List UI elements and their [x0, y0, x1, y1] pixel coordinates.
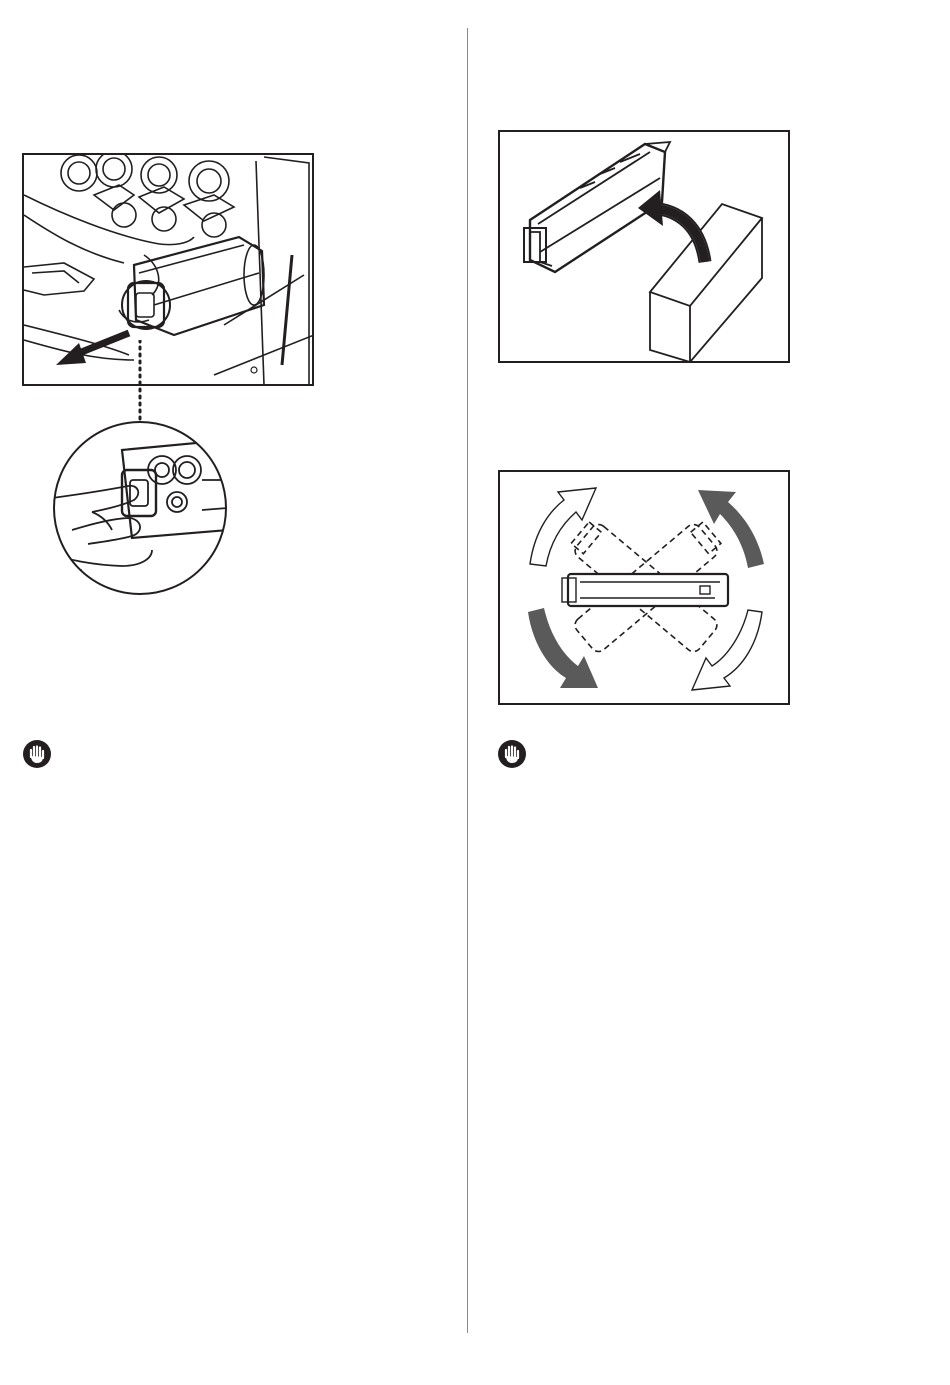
- zoom-handle-illustration: [52, 420, 228, 596]
- caution-hand-icon: [497, 739, 527, 769]
- figure-do-not-tilt: [498, 470, 790, 705]
- zoom-leader-line: [132, 340, 148, 430]
- figure-place-cartridge-out-of-box: [498, 130, 790, 363]
- remove-cartridge-illustration: [24, 155, 314, 386]
- column-divider: [467, 28, 468, 1333]
- caution-hand-icon: [22, 739, 52, 769]
- do-not-tilt-illustration: [500, 472, 790, 705]
- figure-zoom-handle: [52, 420, 228, 596]
- cartridge-and-box-illustration: [500, 132, 790, 363]
- figure-remove-drum-cartridge: [22, 153, 314, 386]
